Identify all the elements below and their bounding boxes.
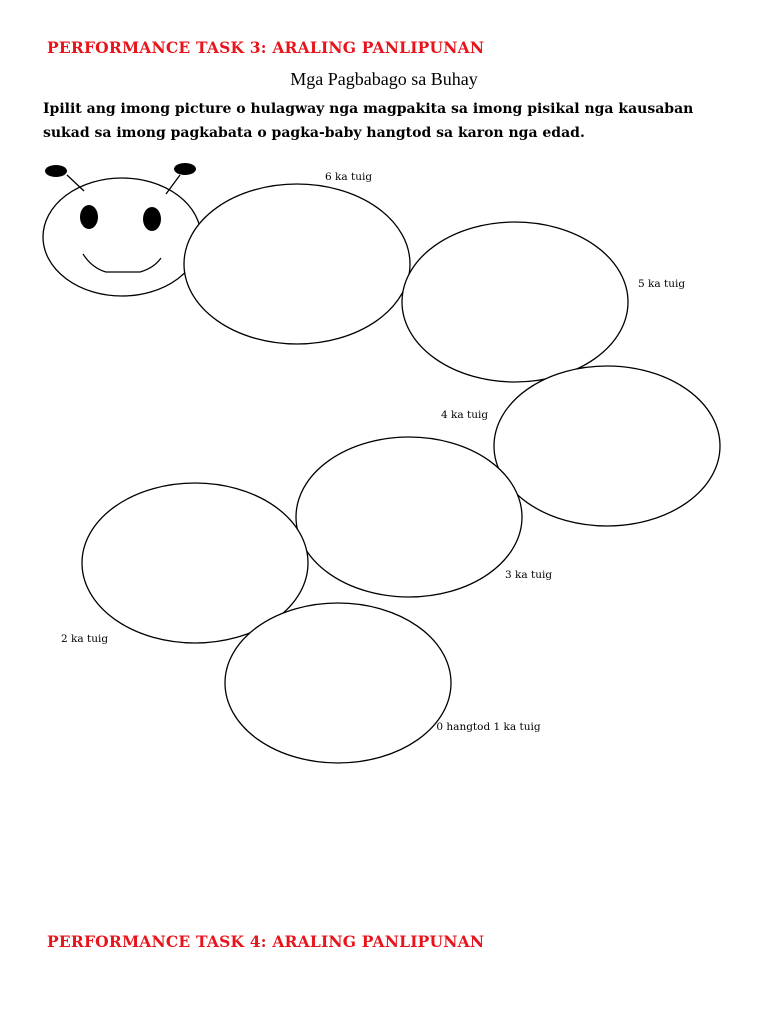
right-eye xyxy=(143,207,161,231)
age-label-0-1: 0 hangtod 1 ka tuig xyxy=(436,721,541,733)
antenna-tip-right xyxy=(174,163,196,175)
instructions-text: Ipilit ang imong picture o hulagway nga magpakita sa imong pisikal nga kausaban sukad sa imong pagkabata o pagka-baby hangtod sa karon nga edad. xyxy=(43,101,694,141)
segment-5-years xyxy=(402,222,628,382)
page-subtitle: Mga Pagbabago sa Buhay xyxy=(290,69,478,89)
task4-heading: PERFORMANCE TASK 4: ARALING PANLIPUNAN xyxy=(47,932,485,951)
age-label-5: 5 ka tuig xyxy=(638,278,686,290)
segment-0-1-years xyxy=(225,603,451,763)
age-label-6: 6 ka tuig xyxy=(325,171,373,183)
age-label-3: 3 ka tuig xyxy=(505,569,553,581)
task3-heading: PERFORMANCE TASK 3: ARALING PANLIPUNAN xyxy=(47,38,485,57)
caterpillar-head xyxy=(43,178,201,296)
age-label-4: 4 ka tuig xyxy=(441,409,489,421)
segment-6-years xyxy=(184,184,410,344)
segment-4-years xyxy=(494,366,720,526)
antenna-tip-left xyxy=(45,165,67,177)
age-label-2: 2 ka tuig xyxy=(61,633,109,645)
segment-3-years xyxy=(296,437,522,597)
left-eye xyxy=(80,205,98,229)
